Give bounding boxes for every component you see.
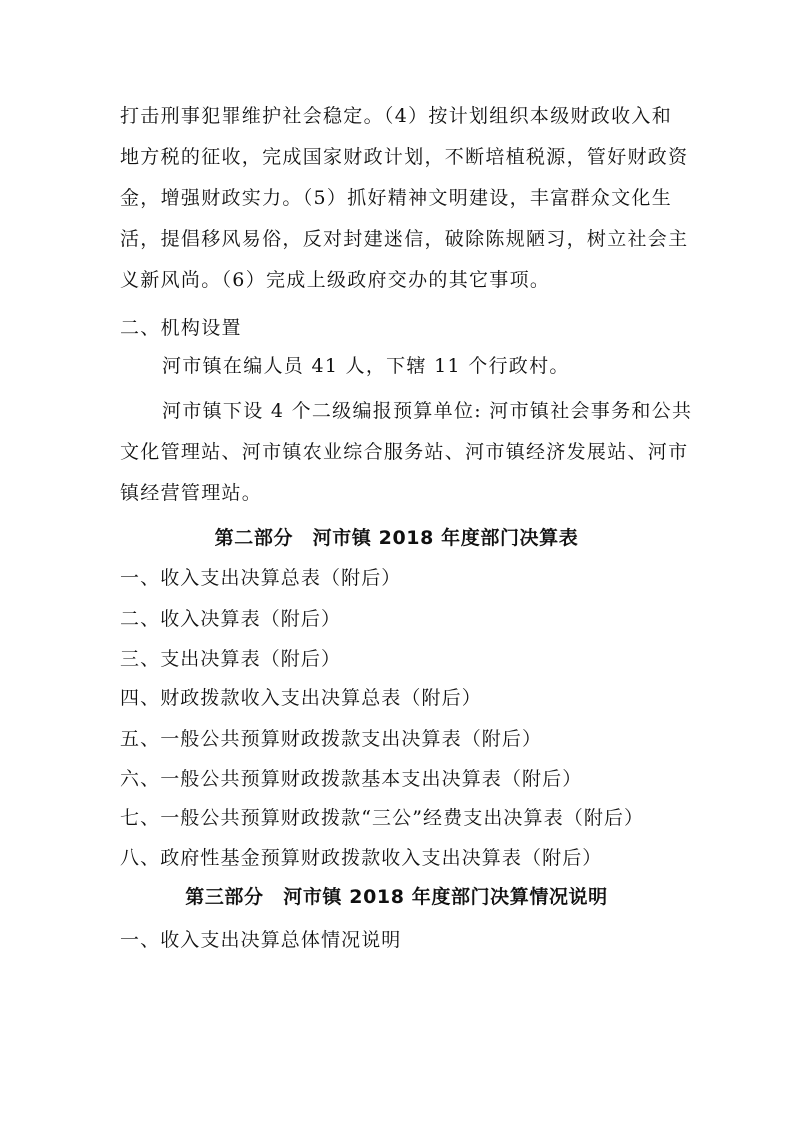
table-list-item: 七、一般公共预算财政拨款“三公”经费支出决算表（附后）	[120, 807, 645, 829]
table-list-item: 三、支出决算表（附后）	[120, 648, 342, 670]
explanation-list-item: 一、收入支出决算总体情况说明	[120, 929, 402, 951]
units-text-line: 文化管理站、河市镇农业综合服务站、河市镇经济发展站、河市	[120, 441, 689, 463]
units-text-line: 河市镇下设 4 个二级编报预算单位: 河市镇社会事务和公共	[162, 400, 693, 422]
table-list-item: 四、财政拨款收入支出决算总表（附后）	[120, 687, 482, 709]
part-three-title: 第三部分 河市镇 2018 年度部门决算情况说明	[185, 886, 608, 908]
units-text-line: 镇经营管理站。	[120, 482, 263, 504]
table-list-item: 一、收入支出决算总表（附后）	[120, 567, 402, 589]
body-text-line: 金，增强财政实力。（5）抓好精神文明建设，丰富群众文化生	[120, 187, 672, 209]
table-list-item: 八、政府性基金预算财政拨款收入支出决算表（附后）	[120, 847, 603, 869]
body-text-line: 义新风尚。（6）完成上级政府交办的其它事项。	[120, 269, 551, 291]
body-text-line: 活，提倡移风易俗，反对封建迷信，破除陈规陋习，树立社会主	[120, 228, 689, 250]
table-list-item: 六、一般公共预算财政拨款基本支出决算表（附后）	[120, 768, 583, 790]
body-text-line: 地方税的征收，完成国家财政计划，不断培植税源，管好财政资	[120, 146, 689, 168]
part-two-title: 第二部分 河市镇 2018 年度部门决算表	[214, 527, 579, 549]
staff-info-line: 河市镇在编人员 41 人，下辖 11 个行政村。	[162, 355, 570, 377]
body-text-line: 打击刑事犯罪维护社会稳定。（4）按计划组织本级财政收入和	[120, 105, 672, 127]
table-list-item: 二、收入决算表（附后）	[120, 608, 342, 630]
table-list-item: 五、一般公共预算财政拨款支出决算表（附后）	[120, 728, 543, 750]
section-heading-organization: 二、机构设置	[120, 317, 242, 339]
